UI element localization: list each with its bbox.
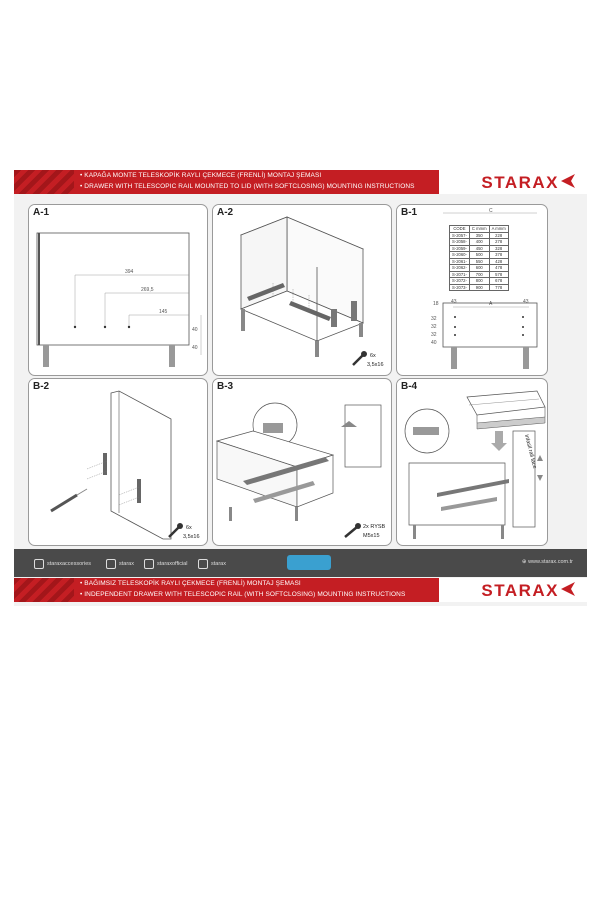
table-row — [450, 258, 509, 265]
b2-screw-count: 6x — [186, 525, 192, 531]
dim-40b: 40 — [192, 345, 198, 351]
cell: 350 — [469, 232, 489, 239]
diagram-a1 — [29, 205, 207, 375]
b2-screw-size: 3,5x16 — [183, 534, 200, 540]
website-url: www.starax.com.tr — [528, 559, 573, 565]
b3-screw-count: 2x RYSB — [363, 524, 386, 530]
b1-dim-43l: 43 — [451, 299, 457, 305]
header-bottom-line1: • BAĞIMSIZ TELESKOPİK RAYLI ÇEKMECE (FRENLİ) MONTAJ ŞEMASI — [80, 580, 301, 587]
cell: 478 — [489, 265, 508, 272]
panel-b3 — [212, 378, 392, 546]
diagram-b2 — [29, 379, 207, 545]
panel-label-a1: A-1 — [29, 205, 53, 220]
diagram-b3 — [213, 379, 391, 545]
cell: 550 — [469, 258, 489, 265]
code-table-header — [450, 226, 509, 233]
cell: 578 — [489, 271, 508, 278]
panel-label-b1: B-1 — [397, 205, 421, 220]
screwdriver-icon — [51, 489, 87, 511]
screw-icon — [353, 351, 367, 365]
dim-394: 394 — [125, 269, 134, 275]
certification-badge-icon — [287, 555, 331, 570]
brand-logo: STARAX — [481, 173, 559, 192]
brand-box — [439, 170, 587, 194]
youtube-icon — [106, 559, 116, 569]
cell: S-2057- — [450, 232, 470, 239]
social-facebook[interactable] — [34, 559, 91, 569]
table-row — [450, 245, 509, 252]
cell: S-2072- — [450, 278, 470, 285]
instagram-handle: staraxofficial — [157, 561, 188, 567]
brand-arrow-icon — [561, 174, 575, 188]
cell: 278 — [489, 239, 508, 246]
bolt-icon — [345, 523, 361, 537]
brand-logo: STARAX — [481, 581, 559, 600]
facebook-handle: staraxaccessories — [47, 561, 92, 567]
b1-dim-18: 18 — [433, 301, 439, 307]
cell: 400 — [469, 239, 489, 246]
social-youtube[interactable] — [106, 559, 134, 569]
header-bottom — [14, 578, 587, 602]
code-table-h2: A mmm — [489, 226, 508, 233]
table-row — [450, 265, 509, 272]
brand-arrow-icon — [561, 582, 575, 596]
cell: S-2062- — [450, 265, 470, 272]
a2-screw-count: 6x — [370, 353, 376, 359]
panel-label-a2: A-2 — [213, 205, 237, 220]
table-row — [450, 278, 509, 285]
panel-b2 — [28, 378, 208, 546]
b1-dim-32c: 32 — [431, 332, 437, 338]
panel-a1 — [28, 204, 208, 376]
instagram-icon — [144, 559, 154, 569]
panel-label-b2: B-2 — [29, 379, 53, 394]
panel-label-b3: B-3 — [213, 379, 237, 394]
b3-screw-size: M5x15 — [363, 533, 380, 539]
social-instagram[interactable] — [144, 559, 187, 569]
table-row — [450, 239, 509, 246]
social-linkedin[interactable] — [198, 559, 226, 569]
cell: S-2058- — [450, 239, 470, 246]
cell: S-2060- — [450, 252, 470, 259]
table-row — [450, 271, 509, 278]
dim-40a: 40 — [192, 327, 198, 333]
header-top-line1: • KAPAĞA MONTE TELESKOPİK RAYLI ÇEKMECE (FRENLİ) MONTAJ ŞEMASI — [80, 172, 322, 179]
cell: 800 — [469, 278, 489, 285]
b1-dim-32a: 32 — [431, 316, 437, 322]
cell: S-2061- — [450, 258, 470, 265]
b1-dim-a: A — [489, 301, 493, 307]
panel-b4 — [396, 378, 548, 546]
a2-screw-size: 3,5x16 — [367, 362, 384, 368]
website-link[interactable] — [522, 559, 573, 565]
header-top-line2: • DRAWER WITH TELESCOPIC RAIL MOUNTED TO LID (WITH SOFTCLOSING) MOUNTING INSTRUCTIONS — [80, 183, 415, 190]
brand-box — [439, 578, 587, 602]
cell: 778 — [489, 284, 508, 291]
b1-dim-40: 40 — [431, 340, 437, 346]
diagram-a2 — [213, 205, 391, 375]
header-bottom-line2: • INDEPENDENT DRAWER WITH TELESCOPIC RAIL (WITH SOFTCLOSING) MOUNTING INSTRUCTIONS — [80, 591, 406, 598]
facebook-icon — [34, 559, 44, 569]
cell: 900 — [469, 284, 489, 291]
table-row — [450, 284, 509, 291]
cell: 378 — [489, 252, 508, 259]
dim-269: 269,5 — [141, 287, 154, 293]
cell: S-2071- — [450, 271, 470, 278]
b4-note: infasil rail face — [523, 434, 538, 470]
b1-dim-43r: 43 — [523, 299, 529, 305]
cell: S-2073- — [450, 284, 470, 291]
header-stripes — [14, 170, 74, 194]
globe-icon: ⊕ — [521, 559, 529, 565]
panel-b1 — [396, 204, 548, 376]
dim-145: 145 — [159, 309, 168, 315]
diagram-b4 — [397, 379, 547, 545]
table-row — [450, 232, 509, 239]
cell: 700 — [469, 271, 489, 278]
cell: 450 — [469, 245, 489, 252]
panel-label-b4: B-4 — [397, 379, 421, 394]
table-row — [450, 252, 509, 259]
b1-dim-32b: 32 — [431, 324, 437, 330]
linkedin-icon — [198, 559, 208, 569]
cell: 500 — [469, 252, 489, 259]
header-stripes — [14, 578, 74, 602]
linkedin-handle: starax — [211, 561, 226, 567]
header-top — [14, 170, 587, 194]
cell: 328 — [489, 245, 508, 252]
cell: S-2059- — [450, 245, 470, 252]
code-table — [449, 225, 509, 291]
cell: 228 — [489, 232, 508, 239]
b1-dim-c: C — [489, 208, 493, 214]
cell: 600 — [469, 265, 489, 272]
youtube-handle: starax — [119, 561, 134, 567]
cell: 428 — [489, 258, 508, 265]
code-table-h0: CODE — [450, 226, 470, 233]
cell: 678 — [489, 278, 508, 285]
code-table-h1: C mmm — [469, 226, 489, 233]
panel-a2 — [212, 204, 392, 376]
footer — [14, 549, 587, 577]
